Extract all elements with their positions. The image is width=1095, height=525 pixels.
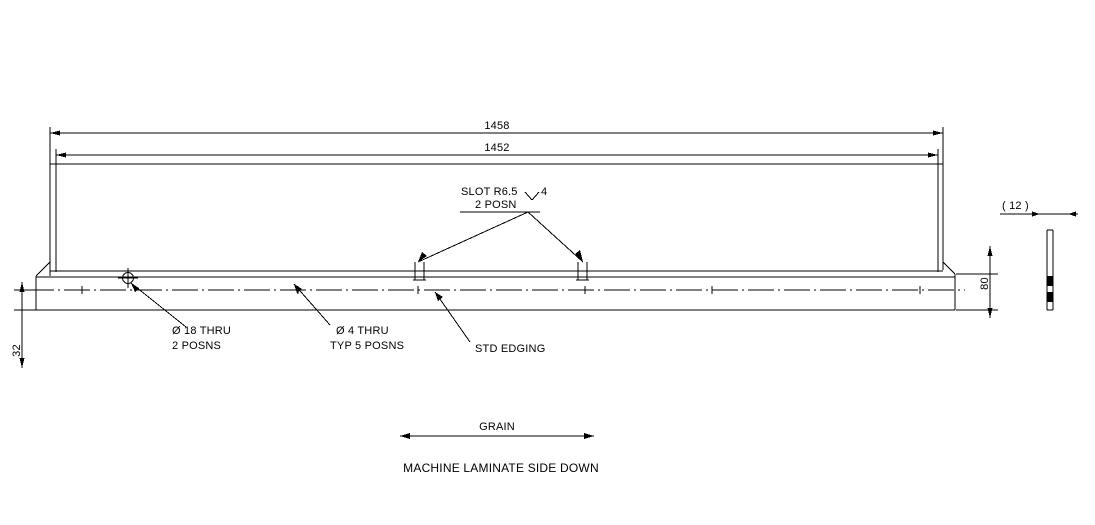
- dim-label-32: 32: [10, 344, 23, 357]
- hole-18-label: Ø 18 THRU: [172, 325, 232, 337]
- depth-symbol: [525, 192, 539, 200]
- slot-posns-label: 2 POSN: [475, 199, 517, 211]
- grain-label: GRAIN: [479, 421, 515, 433]
- slot-leaders: [418, 212, 583, 262]
- dim-label-1458: 1458: [484, 120, 510, 132]
- title-note: MACHINE LAMINATE SIDE DOWN: [403, 461, 599, 475]
- hole-18-posns-label: 2 POSNS: [172, 340, 222, 352]
- slot-depth-value: 4: [541, 186, 548, 198]
- side-view: [1000, 212, 1078, 311]
- dim-label-80: 80: [978, 277, 991, 290]
- hole-4-label: Ø 4 THRU: [336, 325, 389, 337]
- dim-label-thickness: ( 12 ): [1002, 200, 1029, 212]
- dim-label-1452: 1452: [484, 142, 510, 154]
- slot-callout-label: SLOT R6.5: [461, 186, 518, 198]
- hole-4-posns-label: TYP 5 POSNS: [330, 340, 405, 352]
- edging-leader: [435, 292, 470, 342]
- edging-label: STD EDGING: [475, 343, 546, 355]
